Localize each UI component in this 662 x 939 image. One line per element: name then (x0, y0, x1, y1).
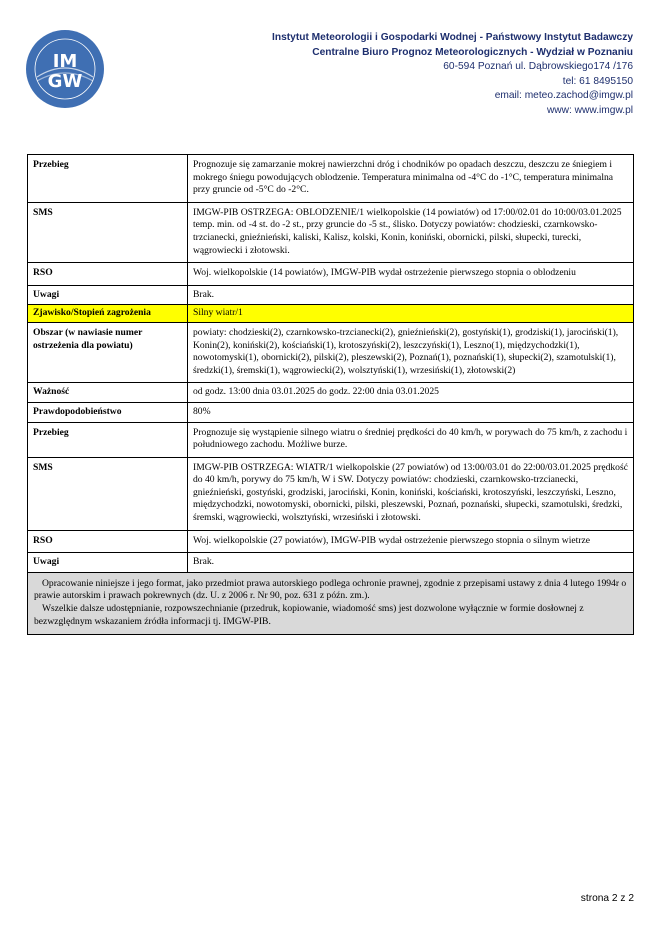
row-value: IMGW-PIB OSTRZEGA: WIATR/1 wielkopolskie (27 powiatów) od 13:00/03.01 do 22:00/03.01.2025 prędkość do 40 km/h, porywy do 75 km/h, W i SW. Dotyczy powiatów: chodzieski, czarnkowsko-trzcianecki, gnieźnieński, gostyński, grodziski, jarociński, Konin, koniński, kościański, krotoszyński, leszczyński, Leszno, międzychodzki, nowotomyski, obornicki, pilski, pleszewski, Poznań, poznański, słupecki, szamotulski, średzki, śremski, wągrowiecki, wolsztyński, wrzesiński i złotowski. (188, 457, 634, 530)
copyright-notice (28, 572, 634, 634)
table-row (28, 383, 634, 403)
row-value: Woj. wielkopolskie (27 powiatów), IMGW-PIB wydał ostrzeżenie pierwszego stopnia o silnym wietrze (188, 530, 634, 553)
row-value: powiaty: chodzieski(2), czarnkowsko-trzcianecki(2), gnieźnieński(2), gostyński(1), grodziski(1), jarociński(1), Konin(2), koniński(2), kościański(1), krotoszyński(2), leszczyński(1), Leszno(1), międzychodzki(1), nowotomyski(1), obornicki(2), pilski(2), pleszewski(2), Poznań(1), poznański(1), słupecki(2), szamotulski(1), średzki(1), śremski(1), wągrowiecki(2), wolsztyński(1), wrzesiński(1), złotowski(2) (188, 322, 634, 382)
row-label: Uwagi (28, 553, 188, 573)
row-label: Przebieg (28, 422, 188, 457)
row-label: Obszar (w nawiasie numer ostrzeżenia dla powiatu) (28, 322, 188, 382)
table-row (28, 402, 634, 422)
office-name: Centralne Biuro Prognoz Meteorologicznych - Wydział w Poznaniu (312, 46, 633, 58)
row-value: Brak. (188, 285, 634, 305)
institute-header (272, 31, 633, 119)
row-label: Zjawisko/Stopień zagrożenia (28, 305, 188, 323)
row-value: Silny wiatr/1 (188, 305, 634, 323)
logo-text-bottom: GW (47, 71, 83, 92)
page-number: strona 2 z 2 (580, 893, 634, 904)
table-row (28, 422, 634, 457)
row-label: Prawdopodobieństwo (28, 402, 188, 422)
institute-name: Instytut Meteorologii i Gospodarki Wodnej - Państwowy Instytut Badawczy (272, 32, 633, 43)
phone: tel: 61 8495150 (562, 75, 633, 87)
row-label: RSO (28, 263, 188, 286)
warning-table (27, 154, 634, 635)
logo-text-top: IM (52, 51, 78, 72)
table-row (28, 263, 634, 286)
row-value: Prognozuje się wystąpienie silnego wiatru o średniej prędkości do 40 km/h, w porywach do 75 km/h, z zachodu i południowego zachodu. Możliwe burze. (188, 422, 634, 457)
row-value: Prognozuje się zamarzanie mokrej nawierzchni dróg i chodników po opadach deszczu, deszczu ze śniegiem i mokrego śniegu powodujących oblodzenie. Temperatura minimalna od -4°C do -1°C, temperatura minimalna przy gruncie od -5°C do -2°C. (188, 155, 634, 203)
table-row (28, 155, 634, 203)
address: 60-594 Poznań ul. Dąbrowskiego174 /176 (443, 61, 633, 73)
copyright-paragraph: Opracowanie niniejsze i jego format, jako przedmiot prawa autorskiego podlega ochronie prawnej, zgodnie z przepisami ustawy z dnia 4 lutego 1994r o prawie autorskim i prawach pokrewnych (dz. U. z 2006 r. Nr 90, poz. 631 z późn. zm.). (34, 577, 627, 602)
table-row (28, 530, 634, 553)
table-row (28, 553, 634, 573)
website[interactable]: www: www.imgw.pl (546, 104, 633, 116)
row-label: SMS (28, 202, 188, 262)
table-row (28, 457, 634, 530)
imgw-logo (25, 29, 105, 109)
row-value: Brak. (188, 553, 634, 573)
row-label: Uwagi (28, 285, 188, 305)
row-value: od godz. 13:00 dnia 03.01.2025 do godz. 22:00 dnia 03.01.2025 (188, 383, 634, 403)
row-label: Ważność (28, 383, 188, 403)
table-row (28, 285, 634, 305)
row-value: 80% (188, 402, 634, 422)
copyright-row (28, 572, 634, 634)
row-label: RSO (28, 530, 188, 553)
row-label: SMS (28, 457, 188, 530)
table-row (28, 202, 634, 262)
row-value: Woj. wielkopolskie (14 powiatów), IMGW-PIB wydał ostrzeżenie pierwszego stopnia o oblodzeniu (188, 263, 634, 286)
redistribution-paragraph: Wszelkie dalsze udostępnianie, rozpowszechnianie (przedruk, kopiowanie, wiadomość sms) jest dozwolone wyłącznie w formie dosłownej z bezwzględnym wskazaniem źródła informacji tj. IMGW-PIB. (34, 603, 584, 627)
table-row (28, 322, 634, 382)
row-value: IMGW-PIB OSTRZEGA: OBLODZENIE/1 wielkopolskie (14 powiatów) od 17:00/02.01 do 10:00/03.01.2025 temp. min. od -4 st. do -2 st., przy gruncie do -5 st., ślisko. Dotyczy powiatów: chodzieski, czarnkowsko-trzcianecki, gnieźnieński, kaliski, Kalisz, kolski, Konin, koniński, obornicki, pilski, słupecki, turecki, wągrowiecki i złotowski. (188, 202, 634, 262)
email[interactable]: email: meteo.zachod@imgw.pl (494, 90, 633, 102)
row-label: Przebieg (28, 155, 188, 203)
table-row-highlighted (28, 305, 634, 323)
